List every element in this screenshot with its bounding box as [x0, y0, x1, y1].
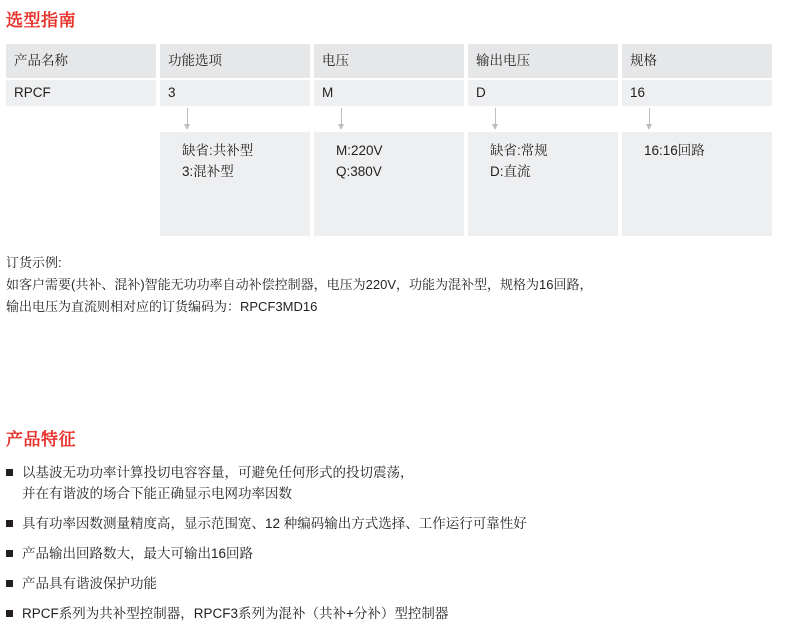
arrow-cell-empty	[6, 106, 156, 132]
order-example-label: 订货示例:	[6, 255, 62, 270]
guide-column	[314, 78, 464, 106]
feature-line: 并在有谐波的场合下能正确显示电网功率因数	[22, 486, 292, 501]
page-title-selection-guide: 选型指南	[6, 11, 76, 30]
guide-column	[314, 106, 464, 132]
description-cell	[160, 132, 310, 236]
table-arrow-row	[6, 106, 778, 132]
guide-column	[622, 132, 772, 236]
list-item	[6, 573, 776, 594]
square-bullet-icon	[6, 550, 13, 557]
code-cell: 3	[160, 80, 310, 106]
features-list	[6, 462, 776, 633]
guide-column	[468, 106, 618, 132]
description-line: D:直流	[490, 164, 531, 179]
arrow-cell	[468, 106, 618, 132]
description-cell	[314, 132, 464, 236]
column-header: 规格	[622, 44, 772, 78]
feature-text	[22, 513, 776, 534]
guide-column	[622, 44, 772, 78]
feature-text	[22, 573, 776, 594]
guide-column	[160, 132, 310, 236]
arrow-cell	[622, 106, 772, 132]
table-description-row	[6, 132, 778, 236]
guide-column	[6, 78, 156, 106]
description-line: 3:混补型	[182, 164, 234, 179]
feature-line: 具有功率因数测量精度高，显示范围宽、12 种编码输出方式选择、工作运行可靠性好	[22, 516, 527, 531]
square-bullet-icon	[6, 580, 13, 587]
feature-text	[22, 603, 776, 624]
description-cell	[468, 132, 618, 236]
description-line: 缺省:常规	[490, 143, 548, 158]
feature-line: 产品具有谐波保护功能	[22, 576, 157, 591]
feature-text	[22, 462, 776, 504]
feature-line: 以基波无功功率计算投切电容容量，可避免任何形式的投切震荡，	[22, 465, 414, 480]
code-cell: 16	[622, 80, 772, 106]
description-cell-empty	[6, 132, 156, 236]
table-header-row	[6, 44, 778, 78]
column-header: 产品名称	[6, 44, 156, 78]
list-item	[6, 543, 776, 564]
down-arrow-icon	[495, 108, 496, 126]
guide-column	[468, 78, 618, 106]
guide-column	[6, 132, 156, 236]
arrow-cell	[160, 106, 310, 132]
guide-column	[160, 78, 310, 106]
guide-column	[468, 44, 618, 78]
order-example-line: 输出电压为直流则相对应的订货编码为：RPCF3MD16	[6, 299, 318, 314]
guide-column	[314, 132, 464, 236]
description-line: Q:380V	[336, 164, 382, 179]
square-bullet-icon	[6, 520, 13, 527]
description-cell	[622, 132, 772, 236]
list-item	[6, 462, 776, 504]
column-header: 功能选项	[160, 44, 310, 78]
feature-text	[22, 543, 776, 564]
description-line: 16:16回路	[644, 143, 705, 158]
guide-column	[622, 78, 772, 106]
code-cell: RPCF	[6, 80, 156, 106]
page-title-product-features: 产品特征	[6, 430, 76, 449]
list-item	[6, 603, 776, 624]
code-cell: D	[468, 80, 618, 106]
table-code-row	[6, 78, 778, 106]
arrow-cell	[314, 106, 464, 132]
guide-column	[160, 44, 310, 78]
description-line: 缺省:共补型	[182, 143, 254, 158]
guide-column	[314, 44, 464, 78]
guide-column	[160, 106, 310, 132]
guide-column	[622, 106, 772, 132]
guide-column	[6, 44, 156, 78]
column-header: 电压	[314, 44, 464, 78]
feature-line: RPCF系列为共补型控制器，RPCF3系列为混补（共补+分补）型控制器	[22, 606, 449, 621]
list-item	[6, 513, 776, 534]
square-bullet-icon	[6, 469, 13, 476]
guide-column	[6, 106, 156, 132]
selection-guide-table	[6, 44, 778, 236]
order-example-line: 如客户需要(共补、混补)智能无功功率自动补偿控制器，电压为220V，功能为混补型，规格为16回路，	[6, 277, 593, 292]
feature-line: 产品输出回路数大，最大可输出16回路	[22, 546, 254, 561]
down-arrow-icon	[649, 108, 650, 126]
down-arrow-icon	[187, 108, 188, 126]
guide-column	[468, 132, 618, 236]
order-example-block	[6, 252, 592, 318]
square-bullet-icon	[6, 610, 13, 617]
description-line: M:220V	[336, 143, 383, 158]
code-cell: M	[314, 80, 464, 106]
column-header: 输出电压	[468, 44, 618, 78]
down-arrow-icon	[341, 108, 342, 126]
